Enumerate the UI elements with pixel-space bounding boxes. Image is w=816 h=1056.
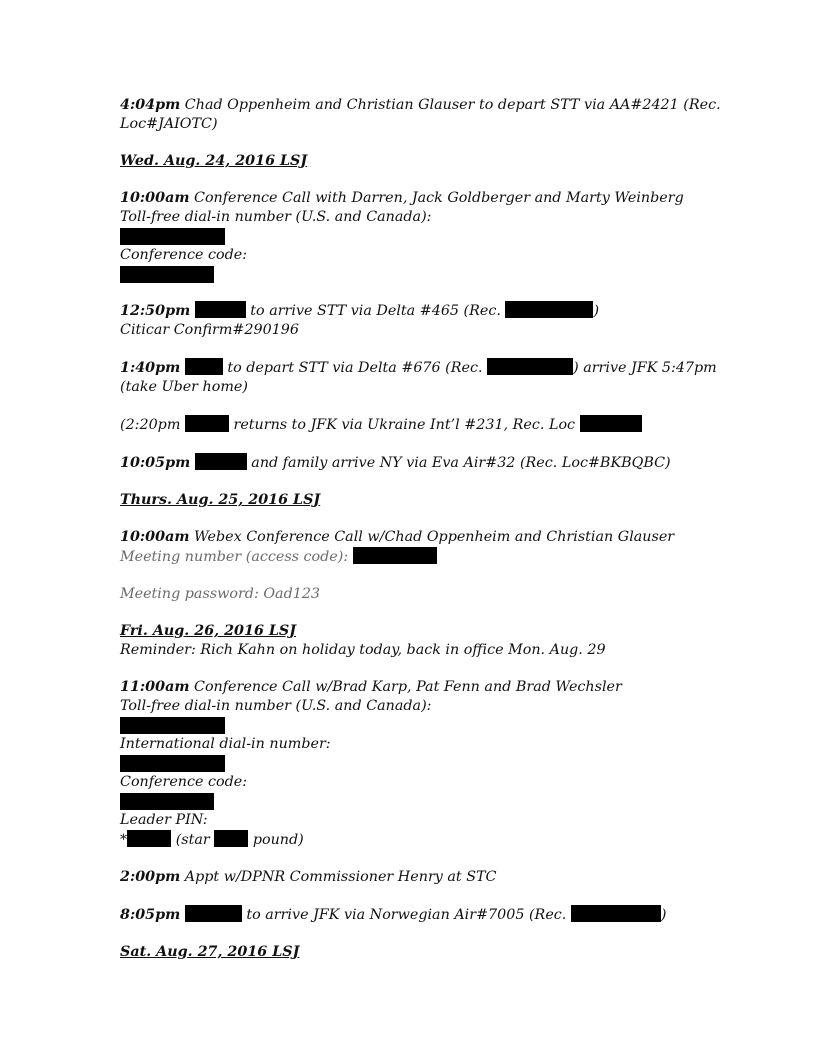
pin-text: (star <box>175 832 210 848</box>
redaction-box <box>571 905 661 922</box>
redaction-box <box>120 793 214 810</box>
redaction-box <box>214 830 248 847</box>
day-heading: Fri. Aug. 26, 2016 LSJ <box>120 623 297 639</box>
day-heading: Sat. Aug. 27, 2016 LSJ <box>120 944 300 960</box>
entry-line <box>120 96 720 115</box>
day-heading-fri-block <box>120 622 720 660</box>
redaction-box <box>120 266 214 283</box>
redaction-box <box>120 717 225 734</box>
entry-text: ) <box>593 303 600 319</box>
leader-pin-line <box>120 830 720 850</box>
citicar-confirm: Citicar Confirm#290196 <box>120 322 299 338</box>
entry-text: Chad Oppenheim and Christian Glauser to depart STT via AA#2421 (Rec. <box>184 97 721 113</box>
redaction-box <box>195 301 246 318</box>
entry-line <box>120 528 720 547</box>
entry-1250pm <box>120 301 720 340</box>
entry-time: 8:05pm <box>120 907 181 923</box>
redaction-box <box>487 358 573 375</box>
day-heading: Thurs. Aug. 25, 2016 LSJ <box>120 492 321 508</box>
entry-404pm <box>120 96 720 134</box>
reminder-text: Reminder: Rich Kahn on holiday today, back in office Mon. Aug. 29 <box>120 642 606 658</box>
day-heading-thurs <box>120 491 720 510</box>
entry-time: (2:20pm <box>120 417 181 433</box>
entry-line <box>120 453 720 473</box>
entry-1000am-call <box>120 189 720 283</box>
entry-text: to depart STT via Delta #676 (Rec. <box>227 360 483 376</box>
entry-text: to arrive JFK via Norwegian Air#7005 (Rec. <box>246 907 567 923</box>
entry-line <box>120 678 720 697</box>
entry-time: 4:04pm <box>120 97 181 113</box>
entry-text: Webex Conference Call w/Chad Oppenheim and Christian Glauser <box>194 529 675 545</box>
redaction-box <box>505 301 593 318</box>
entry-text: Conference Call w/Brad Karp, Pat Fenn and Brad Wechsler <box>194 679 622 695</box>
entry-text: ) <box>660 907 667 923</box>
entry-time: 10:00am <box>120 529 190 545</box>
entry-text: and family arrive NY via Eva Air#32 (Rec. Loc#BKBQBC) <box>251 455 671 471</box>
entry-time: 12:50pm <box>120 303 191 319</box>
entry-text: returns to JFK via Ukraine Int’l #231, Rec. Loc <box>233 417 576 433</box>
leader-pin-label: Leader PIN: <box>120 812 208 828</box>
conference-code-label: Conference code: <box>120 774 248 790</box>
entry-1000am-webex <box>120 528 720 567</box>
intl-dialin-label: International dial-in number: <box>120 736 331 752</box>
entry-line <box>120 358 720 378</box>
entry-text-cont: Loc#JAIOTC) <box>120 116 218 132</box>
entry-line <box>120 868 720 887</box>
redaction-box <box>185 415 229 432</box>
redaction-box <box>120 755 225 772</box>
entry-1005pm <box>120 453 720 473</box>
dialin-label: Toll-free dial-in number (U.S. and Canada): <box>120 698 432 714</box>
entry-text: Conference Call with Darren, Jack Goldberger and Marty Weinberg <box>194 190 684 206</box>
entry-line <box>120 415 720 435</box>
dialin-label: Toll-free dial-in number (U.S. and Canada): <box>120 209 432 225</box>
day-heading-wed <box>120 152 720 171</box>
meeting-password: Meeting password: Oad123 <box>120 586 321 602</box>
redaction-box <box>127 830 171 847</box>
redaction-box <box>195 453 247 470</box>
entry-line <box>120 189 720 208</box>
entry-140pm <box>120 358 720 397</box>
redaction-box <box>185 905 242 922</box>
pin-star: * <box>120 832 128 848</box>
entry-200pm <box>120 868 720 887</box>
entry-text-cont: (take Uber home) <box>120 379 248 395</box>
entry-805pm <box>120 905 720 925</box>
day-heading-sat <box>120 943 720 962</box>
entry-text: to arrive STT via Delta #465 (Rec. <box>250 303 501 319</box>
entry-time: 2:00pm <box>120 869 181 885</box>
meeting-number-label: Meeting number (access code): <box>120 549 349 565</box>
meeting-number-line <box>120 547 720 567</box>
meeting-password-block <box>120 585 720 604</box>
entry-1100am <box>120 678 720 850</box>
entry-time: 10:05pm <box>120 455 191 471</box>
day-heading: Wed. Aug. 24, 2016 LSJ <box>120 153 308 169</box>
redaction-box <box>185 358 223 375</box>
redaction-box <box>120 228 225 245</box>
entry-time: 11:00am <box>120 679 190 695</box>
redaction-box <box>353 547 437 564</box>
entry-time: 10:00am <box>120 190 190 206</box>
entry-line <box>120 905 720 925</box>
entry-220pm <box>120 415 720 435</box>
entry-text: ) arrive JFK 5:47pm <box>573 360 717 376</box>
redaction-box <box>580 415 642 432</box>
entry-line <box>120 301 720 321</box>
conference-code-label: Conference code: <box>120 247 248 263</box>
entry-text: Appt w/DPNR Commissioner Henry at STC <box>184 869 497 885</box>
entry-time: 1:40pm <box>120 360 181 376</box>
itinerary <box>120 96 720 980</box>
pin-text: pound) <box>252 832 304 848</box>
